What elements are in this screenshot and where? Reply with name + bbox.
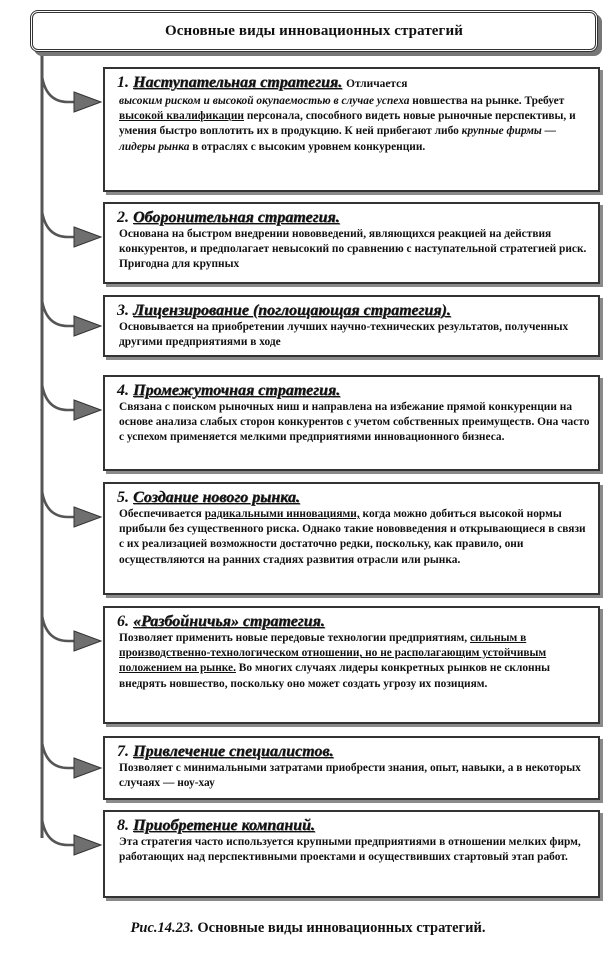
connector-arrow-6 [42, 615, 101, 651]
strategy-desc-3: Основывается на приобретении лучших научно-технических результатов, полученных другими предприятиями в ходе [119, 321, 569, 349]
strategy-heading-4: 4. Промежуточная стратегия. [117, 382, 341, 399]
strategy-heading-6: 6. «Разбойничья» стратегия. [117, 613, 325, 630]
strategy-heading-7: 7. Привлечение специалистов. [117, 743, 334, 760]
strategy-box-4 [103, 375, 600, 471]
strategy-box-2 [103, 202, 600, 284]
strategy-box-8 [103, 810, 600, 898]
strategy-box-7 [103, 736, 600, 800]
strategy-heading-1: 1. Наступательная стратегия. Отличается [117, 74, 408, 91]
connector-arrow-8 [42, 819, 101, 855]
strategy-heading-2: 2. Оборонительная стратегия. [117, 209, 340, 226]
strategy-box-1 [103, 67, 600, 192]
diagram-title: Основные виды инновационных стратегий [165, 22, 463, 39]
diagram-title-box [30, 10, 598, 52]
strategy-box-3 [103, 295, 600, 357]
strategy-desc-1: высоким риском и высокой окупаемостью в случае успеха новшества на рынке. Требует высокой квалификации персонала, способного видеть новые рыночные перспективы, и умения быстро воплотить их в продукцию. К ней прибегают либо крупные фирмы — лидеры рынка в отраслях с высоким уровнем конкуренции. [119, 95, 576, 153]
strategy-heading-5: 5. Создание нового рынка. [117, 489, 300, 506]
strategy-desc-4: Связана с поиском рыночных ниш и направлена на избежание прямой конкуренции на основе анализа слабых сторон конкурентов с учетом собственных преимуществ. Она часто с успехом применяется мелкими предприятиями инновационного бизнеса. [119, 401, 590, 444]
strategy-heading-8: 8. Приобретение компаний. [117, 817, 315, 834]
figure-caption-text: Основные виды инновационных стратегий. [193, 920, 486, 936]
connector-arrow-1 [42, 76, 101, 112]
connector-arrow-5 [42, 491, 101, 527]
strategy-box-5 [103, 482, 600, 595]
connector-arrow-4 [42, 384, 101, 420]
connector-arrow-7 [42, 742, 101, 778]
strategy-desc-5: Обеспечивается радикальными инновациями, когда можно добиться высокой нормы прибыли без существенного риска. Однако такие нововведения и открывающиеся в связи с их реализацией возможности достаточно редки, поскольку, как правило, они осуществляются на ранних стадиях развития отрасли или рынка. [119, 508, 586, 566]
strategy-desc-6: Позволяет применить новые передовые технологии предприятиям, сильным в производственно-технологическом отношении, но не располагающим устойчивым положением на рынке. Во многих случаях лидеры конкретных рынков не склонны внедрять новшество, поскольку оно может создать угрозу их позициям. [119, 632, 551, 690]
figure-label: Рис.14.23. [130, 920, 194, 936]
figure-caption [0, 920, 616, 937]
connector-arrow-3 [42, 300, 101, 336]
strategy-desc-8: Эта стратегия часто используется крупными предприятиями в отношении мелких фирм, работающих над перспективными проектами и осуществивших стартовый этап работ. [119, 836, 581, 864]
connector-arrow-2 [42, 211, 101, 247]
strategy-heading-3: 3. Лицензирование (поглощающая стратегия). [117, 302, 451, 319]
strategy-desc-2: Основана на быстром внедрении нововведений, являющихся реакцией на действия конкурентов, и предполагает невысокий по сравнению с наступательной стратегией риск. Пригодна для крупных [119, 228, 587, 271]
strategy-box-6 [103, 606, 600, 724]
strategy-desc-7: Позволяет с минимальными затратами приобрести знания, опыт, навыки, а в некоторых случаях — ноу-хау [119, 762, 581, 790]
